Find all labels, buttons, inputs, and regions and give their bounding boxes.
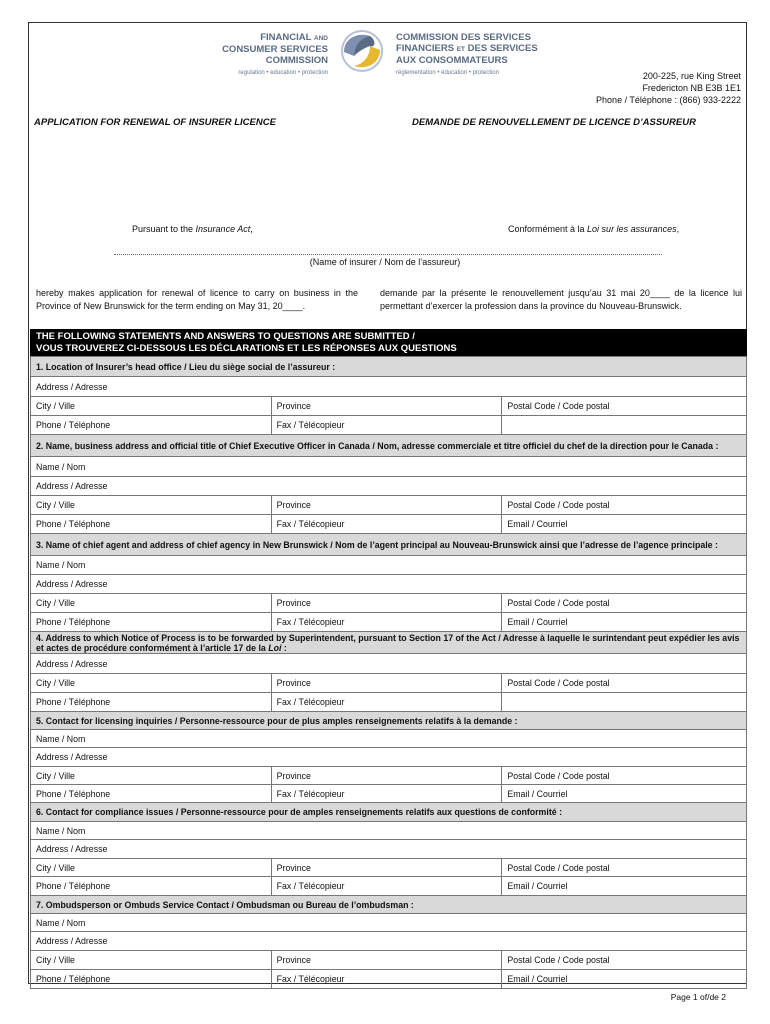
questions-table	[30, 356, 747, 989]
name-field[interactable]: Name / Nom	[31, 457, 747, 477]
commission-logo	[200, 28, 560, 84]
phone-field[interactable]: Phone / Téléphone	[31, 693, 272, 712]
province-field[interactable]: Province	[271, 859, 502, 877]
fax-field[interactable]: Fax / Télécopieur	[271, 613, 502, 632]
empty-cell[interactable]	[502, 416, 747, 435]
phone-field[interactable]: Phone / Téléphone	[31, 515, 272, 534]
phone-field[interactable]: Phone / Téléphone	[31, 416, 272, 435]
address-field[interactable]: Address / Adresse	[31, 377, 747, 397]
city-field[interactable]: City / Ville	[31, 594, 272, 613]
name-field[interactable]: Name / Nom	[31, 556, 747, 575]
section-3-heading: 3. Name of chief agent and address of chief agency in New Brunswick / Nom de l’agent principal au Nouveau-Brunswick ainsi que l’adresse de l’agence principale :	[31, 534, 747, 556]
application-statement-en: hereby makes application for renewal of licence to carry on business in the Province of New Brunswick for the term ending on May 31, 20____.	[36, 288, 358, 311]
email-field[interactable]: Email / Courriel	[502, 613, 747, 632]
logo-text-en: FINANCIAL AND CONSUMER SERVICES COMMISSION	[222, 32, 328, 66]
postal-code-field[interactable]: Postal Code / Code postal	[502, 496, 747, 515]
fax-field[interactable]: Fax / Télécopieur	[271, 693, 502, 712]
address-field[interactable]: Address / Adresse	[31, 748, 747, 767]
city-field[interactable]: City / Ville	[31, 951, 272, 970]
section-7-heading: 7. Ombudsperson or Ombuds Service Contact / Ombudsman ou Bureau de l’ombudsman :	[31, 896, 747, 914]
province-field[interactable]: Province	[271, 496, 502, 515]
commission-emblem-icon	[336, 28, 388, 74]
email-field[interactable]: Email / Courriel	[502, 970, 747, 989]
city-field[interactable]: City / Ville	[31, 767, 272, 785]
pursuant-clause-fr: Conformément à la Loi sur les assurances,	[508, 224, 680, 234]
section-1-heading: 1. Location of Insurer’s head office / Lieu du siège social de l’assureur :	[31, 357, 747, 377]
name-field[interactable]: Name / Nom	[31, 914, 747, 932]
postal-code-field[interactable]: Postal Code / Code postal	[502, 767, 747, 785]
postal-code-field[interactable]: Postal Code / Code postal	[502, 951, 747, 970]
email-field[interactable]: Email / Courriel	[502, 515, 747, 534]
form-title-en: APPLICATION FOR RENEWAL OF INSURER LICENCE	[34, 117, 276, 128]
postal-code-field[interactable]: Postal Code / Code postal	[502, 397, 747, 416]
logo-tagline-fr: réglementation • éducation • protection	[396, 70, 499, 76]
fax-field[interactable]: Fax / Télécopieur	[271, 877, 502, 896]
address-field[interactable]: Address / Adresse	[31, 654, 747, 674]
application-statement-fr: demande par la présente le renouvellement jusqu’au 31 mai 20____ de la licence lui permettant d’exercer la profession dans la province du Nouveau-Brunswick.	[380, 288, 742, 311]
section-5-heading: 5. Contact for licensing inquiries / Personne-ressource pour de plus amples renseignements relatifs à la demande :	[31, 712, 747, 730]
postal-code-field[interactable]: Postal Code / Code postal	[502, 859, 747, 877]
postal-code-field[interactable]: Postal Code / Code postal	[502, 594, 747, 613]
city-field[interactable]: City / Ville	[31, 859, 272, 877]
address-field[interactable]: Address / Adresse	[31, 575, 747, 594]
province-field[interactable]: Province	[271, 674, 502, 693]
fax-field[interactable]: Fax / Télécopieur	[271, 515, 502, 534]
address-field[interactable]: Address / Adresse	[31, 932, 747, 951]
province-field[interactable]: Province	[271, 397, 502, 416]
city-field[interactable]: City / Ville	[31, 397, 272, 416]
name-field[interactable]: Name / Nom	[31, 730, 747, 748]
fax-field[interactable]: Fax / Télécopieur	[271, 970, 502, 989]
empty-cell[interactable]	[502, 693, 747, 712]
fax-field[interactable]: Fax / Télécopieur	[271, 416, 502, 435]
section-2-heading: 2. Name, business address and official title of Chief Executive Officer in Canada / Nom, adresse commerciale et titre officiel du chef de la direction pour le Canada :	[31, 435, 747, 457]
logo-text-fr: COMMISSION DES SERVICES FINANCIERS ET DES SERVICES AUX CONSOMMATEURS	[396, 32, 538, 66]
phone-field[interactable]: Phone / Téléphone	[31, 613, 272, 632]
commission-address: 200-225, rue King Street Fredericton NB E3B 1E1 Phone / Téléphone : (866) 933-2222	[596, 71, 741, 105]
city-field[interactable]: City / Ville	[31, 496, 272, 515]
section-6-heading: 6. Contact for compliance issues / Personne-ressource pour de amples renseignements relatifs aux questions de conformité :	[31, 803, 747, 822]
pursuant-clause-en: Pursuant to the Insurance Act,	[132, 224, 253, 234]
province-field[interactable]: Province	[271, 767, 502, 785]
city-field[interactable]: City / Ville	[31, 674, 272, 693]
logo-tagline-en: regulation • education • protection	[238, 70, 328, 76]
phone-field[interactable]: Phone / Téléphone	[31, 877, 272, 896]
fax-field[interactable]: Fax / Télécopieur	[271, 785, 502, 803]
section-4-heading: 4. Address to which Notice of Process is to be forwarded by Superintendent, pursuant to Section 17 of the Act / Adresse à laquelle le surintendant peut expédier les avis et actes de procédure conformément à l’article 17 de la Loi :	[31, 632, 747, 654]
insurer-name-line[interactable]	[114, 254, 662, 255]
address-field[interactable]: Address / Adresse	[31, 840, 747, 859]
email-field[interactable]: Email / Courriel	[502, 785, 747, 803]
phone-field[interactable]: Phone / Téléphone	[31, 970, 272, 989]
province-field[interactable]: Province	[271, 951, 502, 970]
name-field[interactable]: Name / Nom	[31, 822, 747, 840]
form-title-fr: DEMANDE DE RENOUVELLEMENT DE LICENCE D’ASSUREUR	[412, 117, 696, 128]
address-field[interactable]: Address / Adresse	[31, 477, 747, 496]
email-field[interactable]: Email / Courriel	[502, 877, 747, 896]
phone-field[interactable]: Phone / Téléphone	[31, 785, 272, 803]
postal-code-field[interactable]: Postal Code / Code postal	[502, 674, 747, 693]
insurer-name-caption: (Name of insurer / Nom de l’assureur)	[309, 257, 461, 267]
statements-banner: THE FOLLOWING STATEMENTS AND ANSWERS TO QUESTIONS ARE SUBMITTED / VOUS TROUVEREZ CI-DESSOUS LES DÉCLARATIONS ET LES RÉPONSES AUX QUESTIONS	[30, 329, 747, 356]
page-number: Page 1 of/de 2	[670, 992, 726, 1002]
province-field[interactable]: Province	[271, 594, 502, 613]
